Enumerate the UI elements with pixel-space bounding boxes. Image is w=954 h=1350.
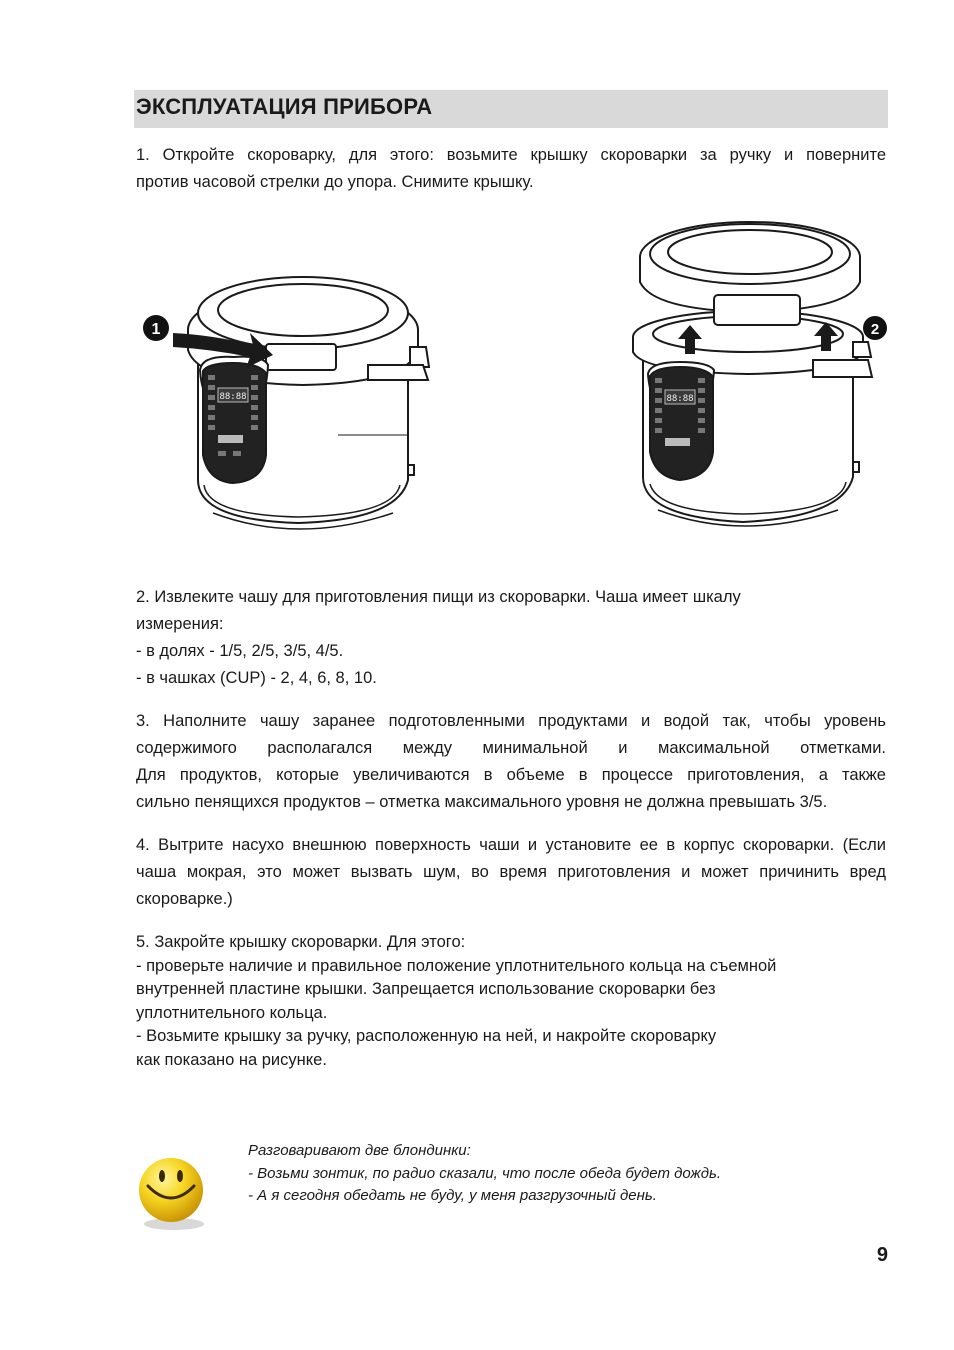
step-3 — [136, 708, 886, 816]
step-1-line-2: против часовой стрелки до упора. Снимите крышку. — [136, 173, 534, 191]
step-3-line-2: содержимого располагался между минимальной и максимальной отметками. — [136, 739, 886, 757]
joke-line-2: - Возьми зонтик, по радио сказали, что после обеда будет дождь. — [248, 1164, 722, 1182]
pressure-cooker-open-illustration — [138, 255, 438, 555]
joke-block — [248, 1140, 721, 1208]
step-4-line-1: 4. Вытрите насухо внешнюю поверхность чаши и установите ее в корпус скороварки. (Если — [136, 836, 886, 854]
step-4-line-2: чаша мокрая, это может вызвать шум, во время приготовления и может причинить вред — [136, 863, 886, 881]
section-heading: ЭКСПЛУАТАЦИЯ ПРИБОРА — [136, 94, 433, 119]
step-2 — [136, 584, 886, 692]
step-5-line-1: 5. Закройте крышку скороварки. Для этого: — [136, 933, 466, 951]
step-5-line-5: - Возьмите крышку за ручку, расположенную на ней, и накройте скороварку — [136, 1027, 717, 1045]
step-4-line-3: скороварке.) — [136, 890, 233, 908]
step-5-line-6: как показано на рисунке. — [136, 1050, 327, 1069]
step-2-line-4: - в чашках (CUP) - 2, 4, 6, 8, 10. — [136, 669, 377, 687]
step-3-line-1: 3. Наполните чашу заранее подготовленными продуктами и водой так, чтобы уровень — [136, 712, 886, 730]
step-2-line-2: измерения: — [136, 615, 224, 633]
callout-2-label: 2 — [870, 321, 880, 338]
step-5-line-3: внутренней пластине крышки. Запрещается использование скороварки без — [136, 980, 716, 998]
step-5 — [136, 931, 886, 1072]
step-2-line-1: 2. Извлеките чашу для приготовления пищи из скороварки. Чаша имеет шкалу — [136, 588, 741, 606]
step-2-line-3: - в долях - 1/5, 2/5, 3/5, 4/5. — [136, 642, 344, 660]
step-3-line-4: сильно пенящихся продуктов – отметка максимального уровня не должна превышать 3/5. — [136, 793, 828, 811]
joke-line-1: Разговаривают две блондинки: — [248, 1142, 471, 1159]
step-4 — [136, 832, 886, 913]
step-1-line-1: 1. Откройте скороварку, для этого: возьмите крышку скороварки за ручку и поверните — [136, 146, 886, 164]
joke-line-3: - А я сегодня обедать не буду, у меня разгрузочный день. — [248, 1187, 657, 1204]
display-readout-right: 88:88 — [666, 394, 694, 404]
step-3-line-3: Для продуктов, которые увеличиваются в объеме в процессе приготовления, а также — [136, 766, 886, 784]
display-readout-left: 88:88 — [219, 392, 247, 402]
smiley-face-icon — [132, 1152, 214, 1234]
step-1 — [136, 142, 886, 196]
step-5-line-4: уплотнительного кольца. — [136, 1003, 328, 1022]
pressure-cooker-lid-lifted-illustration — [628, 212, 898, 552]
step-5-line-2: - проверьте наличие и правильное положение уплотнительного кольца на съемной — [136, 956, 777, 975]
page-number: 9 — [876, 1244, 888, 1266]
callout-1-label: 1 — [151, 321, 161, 338]
